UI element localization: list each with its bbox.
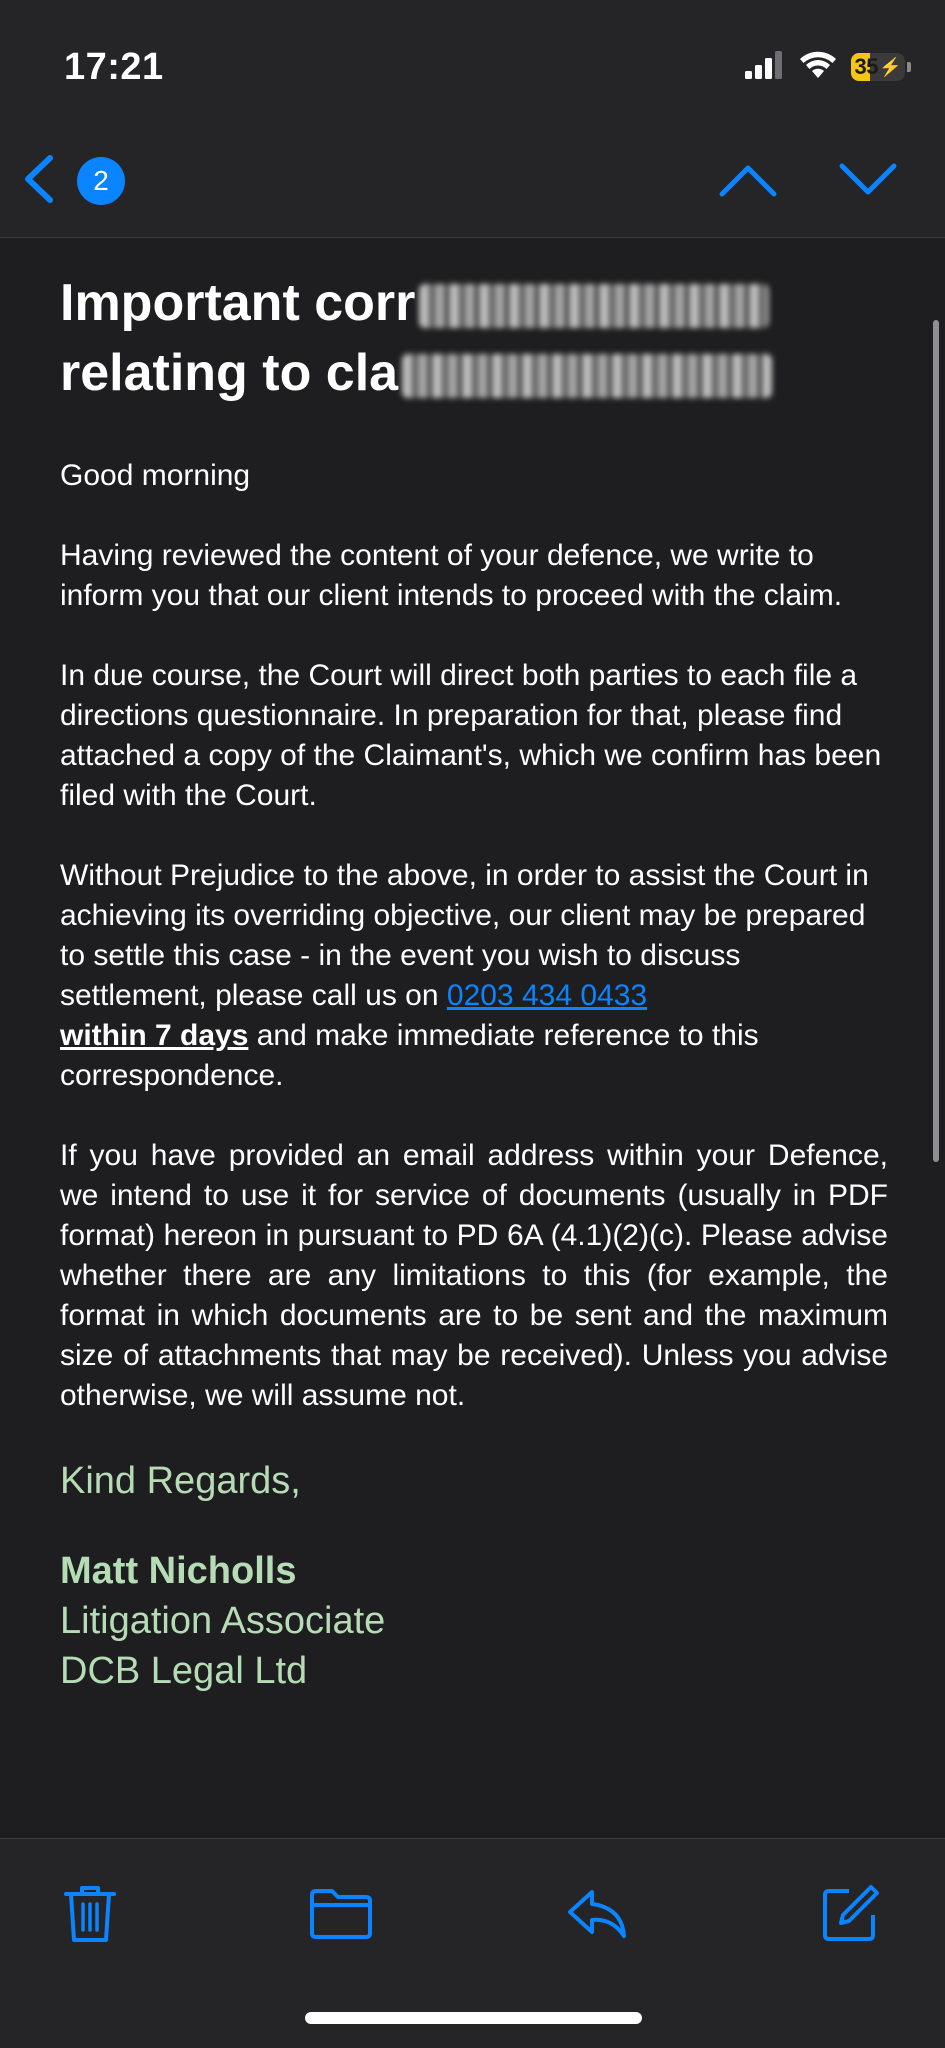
subject-line-1 [60,268,900,338]
delete-button[interactable] [55,1879,125,1949]
sender-title: Litigation Associate [60,1600,386,1642]
back-button[interactable] [18,154,68,204]
redacted-text [419,284,769,328]
redacted-text [402,354,772,398]
trash-icon [62,1882,118,1946]
cellular-signal-icon [745,51,785,84]
status-time: 17:21 [64,46,164,88]
previous-message-button[interactable] [718,160,778,200]
sign-off: Kind Regards, [60,1460,301,1502]
battery-nub [907,62,911,72]
subject-text-2: relating to cla [60,344,399,402]
reply-button[interactable] [562,1879,632,1949]
email-content [0,238,945,1838]
wifi-icon [799,51,837,84]
home-indicator[interactable] [305,2012,642,2024]
paragraph-3-start: Without Prejudice to the above, in order to assist the Court in achieving its overriding objective, our client may be prepared to settle this case - in the event you wish to discuss settlement, please call us on [60,859,869,1012]
status-bar [0,0,945,120]
sender-name: Matt Nicholls [60,1550,297,1592]
paragraph-3-end: and make immediate reference to this correspondence. [60,1019,759,1092]
paragraph-2: In due course, the Court will direct both parties to each file a directions questionnaire. In preparation for that, please find attached a copy of the Claimant's, which we confirm has been filed with the Court. [60,659,882,812]
folder-icon [308,1887,374,1941]
paragraph-3 [60,856,888,1096]
paragraph-4: If you have provided an email address within your Defence, we intend to use it for service of documents (usually in PDF format) hereon in pursuant to PD 6A (4.1)(2)(c). Please advise whether there are any limitations to this (for example, the format in which documents are to be sent and the maximum size of attachments that may be received). Unless you advise otherwise, we will assume not. [60,1139,888,1412]
chevron-up-icon [718,160,778,200]
sender-company: DCB Legal Ltd [60,1650,308,1692]
compose-icon [819,1883,881,1945]
reply-icon [564,1886,630,1942]
email-body [60,456,888,1696]
charging-bolt-icon: ⚡ [879,56,902,77]
unread-count-badge[interactable]: 2 [77,157,125,205]
deadline-text: within 7 days [60,1019,249,1052]
next-message-button[interactable] [838,160,898,200]
phone-link[interactable]: 0203 434 0433 [446,979,648,1012]
email-signature [60,1456,888,1696]
scrollbar[interactable] [933,320,939,1162]
compose-button[interactable] [815,1879,885,1949]
subject-text-1: Important corr [60,274,416,332]
chevron-down-icon [838,160,898,200]
battery-indicator [851,53,911,81]
greeting: Good morning [60,459,251,492]
battery-level: 35 [854,54,879,79]
email-subject [60,268,900,408]
battery-icon [851,53,905,81]
move-to-folder-button[interactable] [306,1879,376,1949]
message-nav-bar [0,120,945,238]
paragraph-1: Having reviewed the content of your defence, we write to inform you that our client intends to proceed with the claim. [60,539,843,612]
status-icons [745,50,911,84]
chevron-left-icon [18,154,68,204]
subject-line-2 [60,338,900,408]
